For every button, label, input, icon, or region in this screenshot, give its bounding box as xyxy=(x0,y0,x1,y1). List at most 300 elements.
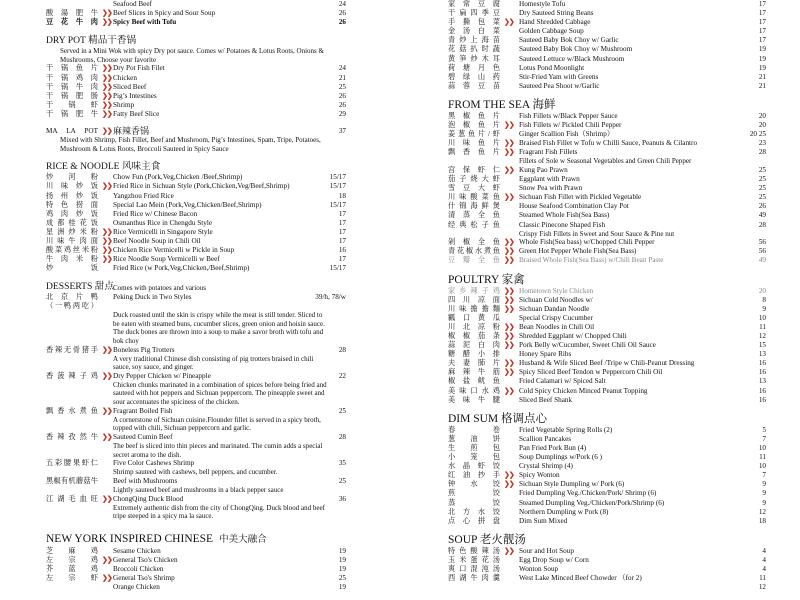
dish-chinese-name: 家乡辣子鸡 xyxy=(448,286,500,295)
menu-item xyxy=(46,64,346,73)
section-title-en: NEW YORK INSPIRED CHINESE xyxy=(46,532,214,545)
dish-price: 11 xyxy=(759,322,766,331)
dish-price: 19 xyxy=(758,63,766,72)
chili-pepper-icon: ❯❯ xyxy=(102,127,112,136)
dish-chinese-name: 春卷 xyxy=(448,425,500,434)
dish-english-name: Scallion Pancakes xyxy=(519,434,572,443)
dish-price: 13 xyxy=(758,350,766,359)
dish-english-name: Sliced Beef Shank xyxy=(519,395,573,404)
dish-english-name: Dry Pot Fish Filet xyxy=(113,64,165,73)
dish-chinese-name: 干锅鸡肉 xyxy=(46,73,98,82)
menu-item xyxy=(46,74,346,83)
menu-item xyxy=(448,296,766,305)
menu-item xyxy=(46,192,346,201)
dish-english-name: Fried Calamari w/ Spiced Salt xyxy=(519,377,606,386)
dish-price: 16 xyxy=(338,246,346,255)
menu-item xyxy=(46,228,346,237)
chili-pepper-icon: ❯❯ xyxy=(102,555,112,564)
dish-price: 4 xyxy=(762,546,766,555)
dish-price: 26 xyxy=(338,100,346,109)
menu-item xyxy=(448,287,766,296)
chili-pepper-icon: ❯❯ xyxy=(504,322,514,331)
chili-pepper-icon: ❯❯ xyxy=(504,295,514,304)
dish-price: 56 xyxy=(758,238,766,247)
dish-chinese-name: 剁椒全鱼 xyxy=(448,238,500,247)
dish-chinese-name: 椒椒茄条 xyxy=(448,332,500,340)
dish-price: 25 xyxy=(758,175,766,184)
dish-chinese-name: 荷塘月色 xyxy=(448,63,500,72)
section-description: Mixed with Shrimp, Fish Fillet, Beef and Mushroom, Pig’s Intestines, Spam, Tripe, Potatoes, Mushroom & Lotus Roots, Broccoli Sauteed in Spicy Sauce xyxy=(60,136,321,153)
dish-price: 12 xyxy=(758,583,766,592)
menu-item xyxy=(46,210,346,219)
menu-item xyxy=(448,453,766,462)
dish-price: 39/h, 78/w xyxy=(315,292,346,301)
mala-pot-label: MA LA POT xyxy=(46,127,98,136)
dish-chinese-name: 牛肉米粉 xyxy=(46,255,98,264)
dish-price: 21 xyxy=(758,72,766,81)
dish-price: 17 xyxy=(338,227,346,236)
section-title: DIM SUM 格调点心 xyxy=(448,412,548,425)
dish-english-name: Dim Sum Mixed xyxy=(519,516,568,525)
chili-pepper-icon: ❯❯ xyxy=(504,148,514,157)
dish-description: The beef is sliced into thin pieces and marinated. The cumin adds a special secret aroma to the dish. xyxy=(113,442,323,459)
chili-pepper-icon: ❯❯ xyxy=(102,236,112,245)
chili-pepper-icon: ❯❯ xyxy=(504,368,514,377)
dish-chinese-name: 干锅鱼片 xyxy=(46,64,98,73)
chili-pepper-icon: ❯❯ xyxy=(504,359,514,368)
dish-english-name: Sauteed Baby Bok Choy w/ Mushroom xyxy=(519,45,633,54)
dish-price: 17 xyxy=(758,0,766,8)
section-title: FROM THE SEA 海鲜 xyxy=(448,98,556,111)
menu-item xyxy=(448,444,766,453)
dish-chinese-name: 蒜蓉豆苗 xyxy=(448,81,500,90)
dish-english-name: Beef with Mushrooms xyxy=(113,476,178,485)
dish-chinese-name: 煎饺 xyxy=(448,489,500,498)
dish-chinese-name: 爽口混沌汤 xyxy=(448,564,500,573)
dish-price: 25 xyxy=(338,574,346,583)
dish-english-name: Yangzhou Fried Rice xyxy=(113,191,174,200)
dish-chinese-name: 夫妻肺片 xyxy=(448,359,500,368)
dish-chinese-subname: （一鸭两吃） xyxy=(46,302,98,311)
menu-item xyxy=(46,495,346,504)
dish-price: 16 xyxy=(758,386,766,395)
dish-chinese-name: 香菠辣子鸡 xyxy=(46,371,98,380)
dish-english-name: Ginger Scallion Fish（Shrimp） xyxy=(519,130,615,139)
menu-item xyxy=(448,426,766,435)
dish-chinese-name: 川味牛肉面 xyxy=(46,236,98,245)
dish-price: 4 xyxy=(762,555,766,564)
dish-english-name: Golden Cabbage Soup xyxy=(519,27,584,36)
menu-item xyxy=(448,73,766,82)
dish-price: 11 xyxy=(759,453,766,462)
dish-price: 10 xyxy=(758,462,766,471)
menu-item xyxy=(448,323,766,332)
menu-item xyxy=(448,139,766,148)
dish-price: 16 xyxy=(758,368,766,377)
menu-item xyxy=(448,148,766,157)
dish-chinese-name: 生煎包 xyxy=(448,443,500,452)
dish-description: A very traditional Chinese dish consisting of pig trotters braised in chili sauce, soy sauce, and ginger. xyxy=(113,354,314,372)
dish-english-name: General Tso's Shrimp xyxy=(113,574,175,583)
chili-pepper-icon: ❯❯ xyxy=(504,471,514,480)
dish-chinese-name: 糖醋小排 xyxy=(448,350,500,359)
menu-item xyxy=(46,246,346,255)
menu-item xyxy=(46,477,346,486)
dish-english-name: Sauteed Cumin Beef xyxy=(113,432,173,441)
dish-english-name: Hand Shredded Cabbage xyxy=(519,18,591,27)
dish-english-name: Spicy Beef with Tofu xyxy=(113,18,177,27)
dish-english-name: Soup Dumplings w/Pork (6 ) xyxy=(519,453,603,462)
menu-item xyxy=(448,462,766,471)
dish-price: 25 xyxy=(758,184,766,193)
menu-item xyxy=(448,556,766,565)
dish-price: 11 xyxy=(759,574,766,583)
menu-item xyxy=(448,55,766,64)
menu-item xyxy=(46,583,346,592)
dish-chinese-name: 青炒上海苗 xyxy=(448,36,500,45)
dish-price: 15/17 xyxy=(329,264,346,273)
menu-item xyxy=(46,565,346,574)
dish-english-name: Egg Drop Soup w/ Corn xyxy=(519,555,589,564)
dish-chinese-name: 豆花牛肉 xyxy=(46,18,98,27)
dish-english-name: Husband & Wife Sliced Beef /Tripe w Chili-Peanut Dressing xyxy=(519,359,695,368)
dish-english-name: Pork Belly w/Cucumber, Sweet Chili Oil Sauce xyxy=(519,341,656,350)
menu-item xyxy=(448,499,766,508)
menu-item xyxy=(448,193,766,202)
dish-price: 17 xyxy=(758,36,766,45)
dish-price: 23 xyxy=(758,139,766,148)
dish-chinese-name: 特色捞面 xyxy=(46,200,98,209)
dish-price: 25 xyxy=(758,193,766,202)
dish-price: 16 xyxy=(758,359,766,368)
dish-english-name: Beef Slices in Spicy and Sour Soup xyxy=(113,9,216,18)
dish-chinese-name: 葱油饼 xyxy=(448,434,500,443)
dish-chinese-name: 香辣无骨猪手 xyxy=(46,345,98,354)
dish-price: 13 xyxy=(758,377,766,386)
dish-chinese-name: 酸湯肥牛 xyxy=(46,9,98,18)
menu-item xyxy=(46,110,346,119)
dish-price: 20 xyxy=(758,111,766,120)
dish-price: 22 xyxy=(338,371,346,380)
dish-price: 19 xyxy=(338,546,346,555)
dish-chinese-name: 左宗鸡 xyxy=(46,555,98,564)
dish-chinese-name: 手撕包菜 xyxy=(448,18,500,27)
menu-item xyxy=(448,211,766,220)
dish-english-name: Fried Rice w/ Chinese Bacon xyxy=(113,209,198,218)
dish-price: 28 xyxy=(338,345,346,354)
dish-price: 29 xyxy=(338,109,346,118)
menu-item xyxy=(448,565,766,574)
dish-price: 21 xyxy=(758,81,766,90)
dish-english-name: Beef Noodle Soup in Chili Oil xyxy=(113,236,201,245)
dish-english-name: Rice Noodle Soup Vermicelli w Beef xyxy=(113,255,220,264)
menu-item xyxy=(46,433,346,442)
dish-description: A cornerstone of Sichuan cuisine.Flounder fillet is served in a spicy broth, topped with chili, Sichuan peppercorn and garlic. xyxy=(113,415,321,433)
menu-item xyxy=(46,201,346,210)
dish-price: 49 xyxy=(758,211,766,220)
dish-price: 15/17 xyxy=(329,200,346,209)
menu-item xyxy=(448,508,766,517)
dish-price: 24 xyxy=(338,0,346,8)
dish-english-name: Broccoli Chicken xyxy=(113,565,164,574)
menu-item xyxy=(448,377,766,386)
dish-english-name: Fatty Beef Slice xyxy=(113,109,160,118)
dish-chinese-name: 鸡肉炒饭 xyxy=(46,209,98,218)
menu-item xyxy=(46,255,346,264)
dish-chinese-name: 钟水饺 xyxy=(448,480,500,489)
chili-pepper-icon: ❯❯ xyxy=(102,109,112,118)
dish-price: 9 xyxy=(762,498,766,507)
chili-pepper-icon: ❯❯ xyxy=(504,386,514,395)
chili-pepper-icon: ❯❯ xyxy=(102,9,112,18)
menu-item xyxy=(448,238,766,247)
dish-price: 4 xyxy=(762,564,766,573)
chili-pepper-icon: ❯❯ xyxy=(102,494,112,503)
dish-price: 12 xyxy=(758,507,766,516)
menu-item xyxy=(46,547,346,556)
dish-english-name: Special Lao Mein (Pork,Veg,Chicken/Beef,Shrimp) xyxy=(113,200,262,209)
dish-english-name: Rice Vermicelli in Singapore Style xyxy=(113,227,213,236)
chili-pepper-icon: ❯❯ xyxy=(102,345,112,354)
dish-chinese-name: 瓤口黄瓜 xyxy=(448,313,500,322)
dish-english-name: Pig’s Intestines xyxy=(113,91,157,100)
dish-chinese-name: 黑椒鱼片 xyxy=(448,111,500,120)
right-column xyxy=(448,0,766,592)
chili-pepper-icon: ❯❯ xyxy=(504,166,514,174)
dish-price: 8 xyxy=(762,295,766,304)
menu-item xyxy=(46,219,346,228)
chili-pepper-icon: ❯❯ xyxy=(504,238,514,247)
chili-pepper-icon: ❯❯ xyxy=(504,341,514,350)
menu-item xyxy=(448,583,766,592)
dish-chinese-name: 小笼包 xyxy=(448,453,500,462)
dish-english-name: Sauteed Lettuce w/Black Mushroom xyxy=(519,54,625,63)
dish-chinese-name: 特色酸辣汤 xyxy=(448,546,500,555)
dish-english-name: Orange Chicken xyxy=(113,583,160,592)
dish-chinese-name: 水晶虾饺 xyxy=(448,462,500,471)
dish-chinese-name: 茄子烧大虾 xyxy=(448,175,500,184)
menu-item xyxy=(46,83,346,92)
dish-chinese-name: 干锅虾 xyxy=(46,100,98,109)
menu-item xyxy=(448,0,766,9)
chili-pepper-icon: ❯❯ xyxy=(504,139,514,148)
dish-chinese-name: 花菇扒时蔬 xyxy=(448,45,500,54)
chili-pepper-icon: ❯❯ xyxy=(102,227,112,236)
dish-chinese-name: 蒸饺 xyxy=(448,498,500,507)
chili-pepper-icon: ❯❯ xyxy=(504,121,514,130)
dish-chinese-name: 炒河粉 xyxy=(46,173,98,182)
dish-price: 17 xyxy=(338,218,346,227)
menu-item xyxy=(448,396,766,405)
menu-item xyxy=(448,471,766,480)
dish-description: Chicken chunks marinated in a combination of spices before being fried and sauteed with hot peppers and Sichuan peppercorn. The pineapple sweet and sour accentuates the spiciness of the chicken. xyxy=(113,380,327,407)
dish-english-name: Hometown Style Chicken xyxy=(519,286,594,295)
dish-english-name: House Seafood Combination Clay Pot xyxy=(519,202,629,211)
menu-item xyxy=(448,256,766,265)
section-title: RICE & NOODLE 风味主食 xyxy=(46,161,161,173)
menu-item xyxy=(448,175,766,184)
menu-item xyxy=(448,359,766,368)
dish-english-name: Sichuan Style Dumpling w/ Pork (6) xyxy=(519,480,625,489)
dish-english-name: Braised Whole Fish(Sea Bass) w/Chili Bean Paste xyxy=(519,256,664,265)
dish-price: 26 xyxy=(758,202,766,211)
dish-chinese-name: 芝麻鸡 xyxy=(46,546,98,555)
dish-description: Extremely authentic dish from the city of ChongQing. Duck blood and beef tripe steeped in a spicy ma la sauce. xyxy=(113,503,325,521)
dish-price: 9 xyxy=(762,480,766,489)
dish-chinese-name: 红油抄手 xyxy=(448,471,500,480)
dish-chinese-name: 干锅肥牛 xyxy=(46,109,98,118)
dish-description: Crispy Fish Fillets in Sweet and Sour Sauce & Pine nut xyxy=(519,229,675,238)
dish-price: 26 xyxy=(338,9,346,18)
dish-english-name: Spicy Sliced Beef Tendon w Peppercorn Chili Oil xyxy=(519,368,663,377)
dish-price: 21 xyxy=(338,73,346,82)
menu-item xyxy=(448,350,766,359)
dish-price: 25 xyxy=(758,166,766,174)
dish-english-name: Snow Pea with Prawn xyxy=(519,184,583,193)
dish-price: 7 xyxy=(762,471,766,480)
dish-english-name: ChongQing Duck Blood xyxy=(113,494,184,503)
menu-item xyxy=(46,182,346,191)
menu-item xyxy=(46,372,346,381)
dish-chinese-name: 左宗虾 xyxy=(46,574,98,583)
dish-price: 20 xyxy=(758,286,766,295)
chili-pepper-icon: ❯❯ xyxy=(504,546,514,555)
dish-chinese-name: 星洲炒米粉 xyxy=(46,227,98,236)
dish-english-name: Chicken Rice Vermicelli w Pickle in Soup xyxy=(113,246,235,255)
dish-price: 26 xyxy=(338,91,346,100)
dish-chinese-name: 北方水饺 xyxy=(448,507,500,516)
dish-chinese-name: 碧绿山药 xyxy=(448,72,500,81)
dish-price: 35 xyxy=(338,459,346,468)
menu-item xyxy=(448,27,766,36)
menu-item xyxy=(46,556,346,565)
chili-pepper-icon: ❯❯ xyxy=(102,18,112,27)
dish-english-name: Sauteed Pea Shoot w/Garlic xyxy=(519,81,600,90)
dish-english-name: Kung Pao Prawn xyxy=(519,166,568,174)
chili-pepper-icon: ❯❯ xyxy=(102,91,112,100)
dish-chinese-name: 成都桂花饭 xyxy=(46,218,98,227)
menu-item xyxy=(46,459,346,468)
menu-item xyxy=(46,293,346,302)
menu-item xyxy=(448,121,766,130)
dish-chinese-name: 蒜泥白肉 xyxy=(448,341,500,350)
dish-chinese-name: 北京片鸭 xyxy=(46,292,98,301)
dish-english-name: Spicy Wonton xyxy=(519,471,560,480)
dish-price: 5 xyxy=(762,425,766,434)
chili-pepper-icon: ❯❯ xyxy=(102,432,112,441)
dish-chinese-name: 川味炒饭 xyxy=(46,182,98,191)
dish-english-name: Fragrant Boiled Fish xyxy=(113,406,173,415)
dish-price: 10 xyxy=(758,443,766,452)
dish-description: Duck roasted until the skin is crispy while the meat is still tender. Sliced to be eaten with steamed buns, cucumber slices, green onion and hoisin sauce. The duck bones are thrown into a soup to make a savor broth with tofu and bok choy xyxy=(113,311,325,345)
chili-pepper-icon: ❯❯ xyxy=(102,182,112,191)
menu-item xyxy=(448,166,766,175)
section-title-cn: 中美大融合 xyxy=(219,534,267,545)
dish-chinese-name: 芥蓝鸡 xyxy=(46,565,98,574)
dish-english-name: Dry Pepper Chicken w/ Pineapple xyxy=(113,371,211,380)
dish-english-name: Braised Fish Fillet w Tofu w Chilli Sauce, Peanuts & Cilantro xyxy=(519,139,698,148)
dish-price: 49 xyxy=(758,256,766,265)
menu-item xyxy=(46,574,346,583)
dish-price: 28 xyxy=(758,220,766,229)
chili-pepper-icon: ❯❯ xyxy=(102,371,112,380)
dish-price: 15/17 xyxy=(329,182,346,191)
section-title: POULTRY 家禽 xyxy=(448,273,525,286)
menu-item xyxy=(448,18,766,27)
dish-price: 26 xyxy=(338,18,346,27)
dish-english-name: Bean Noodles in Chili Oil xyxy=(519,322,595,331)
dish-chinese-name: 干锅牛肉 xyxy=(46,82,98,91)
dish-chinese-name: 黄笋炒木耳 xyxy=(448,54,500,63)
dish-english-name: West Lake Minced Beef Chowder （for 2) xyxy=(519,574,642,583)
chili-pepper-icon: ❯❯ xyxy=(102,64,112,73)
menu-item xyxy=(448,435,766,444)
dish-chinese-name: 点心拼盘 xyxy=(448,516,500,525)
dish-english-name: Fried Rice (w Pork,Veg,Chicken,/Beef,Shrimp) xyxy=(113,264,250,273)
section-title xyxy=(46,533,346,547)
mala-pot-title: 麻辣香锅 xyxy=(113,126,150,137)
dish-price: 17 xyxy=(758,18,766,27)
dish-chinese-name: 姜葱鱼片/虾 xyxy=(448,130,500,139)
dish-english-name: Fried Dumpling Veg./Chicken/Pork/ Shrimp (6) xyxy=(519,489,657,498)
menu-item xyxy=(46,18,346,27)
menu-item xyxy=(448,489,766,498)
dish-chinese-name: 青花椒水煮鱼 xyxy=(448,247,500,256)
dish-chinese-name: 豆瓣全鱼 xyxy=(448,256,500,265)
chili-pepper-icon: ❯❯ xyxy=(102,100,112,109)
dish-chinese-name: 西湖牛肉羹 xyxy=(448,574,500,583)
dish-chinese-name: 扬州炒饭 xyxy=(46,191,98,200)
dish-english-name: Sichuan Dandan Noodle xyxy=(519,304,590,313)
dish-chinese-name: 黑椒有机蘑菇牛 xyxy=(46,476,98,485)
dish-price: 17 xyxy=(338,236,346,245)
dish-chinese-name: 川北凉粉 xyxy=(448,322,500,331)
dish-english-name: Whole Fish(Sea bass) w/Chopped Chili Pepper xyxy=(519,238,655,247)
menu-item xyxy=(448,45,766,54)
dish-english-name: Shrimp xyxy=(113,100,135,109)
menu-item xyxy=(448,387,766,396)
menu-item xyxy=(448,574,766,583)
left-column xyxy=(46,0,346,592)
dish-chinese-name: 川味鱼片 xyxy=(448,139,500,148)
dish-chinese-name: 泡椒鱼片 xyxy=(448,121,500,130)
dish-chinese-name: 金汤白菜 xyxy=(448,27,500,36)
dish-price: 37 xyxy=(338,127,346,136)
section-lead: Comes with potatoes and various xyxy=(113,284,206,293)
dish-english-name: Fragrant Fish Fillets xyxy=(519,148,578,157)
dish-price: 19 xyxy=(338,583,346,592)
dish-price: 19 xyxy=(758,54,766,63)
dish-price: 24 xyxy=(338,64,346,73)
dish-chinese-name: 美味牛腱 xyxy=(448,395,500,404)
menu-item xyxy=(448,517,766,526)
dish-chinese-name: 酸菜鸡丝米粉 xyxy=(46,246,98,255)
dish-price: 56 xyxy=(758,247,766,256)
section-title: DESSERTS 甜点 xyxy=(46,281,114,293)
dish-english-name: Osmanthus Rice in Chengdu Style xyxy=(113,218,213,227)
dish-chinese-name: 椒盐鱿鱼 xyxy=(448,377,500,386)
menu-item xyxy=(448,221,766,230)
section-title: DRY POT 精品干香锅 xyxy=(46,35,137,47)
dish-price: 20 25 xyxy=(749,130,766,139)
dish-price: 17 xyxy=(758,27,766,36)
menu-item xyxy=(46,0,346,9)
dish-price: 17 xyxy=(758,9,766,18)
dish-price: 36 xyxy=(338,494,346,503)
dish-english-name: Stir-Fried Yam with Greens xyxy=(519,72,599,81)
dish-english-name: Pan Fried Pork Bun (4) xyxy=(519,443,587,452)
section-title: SOUP 老火靓汤 xyxy=(448,533,526,546)
